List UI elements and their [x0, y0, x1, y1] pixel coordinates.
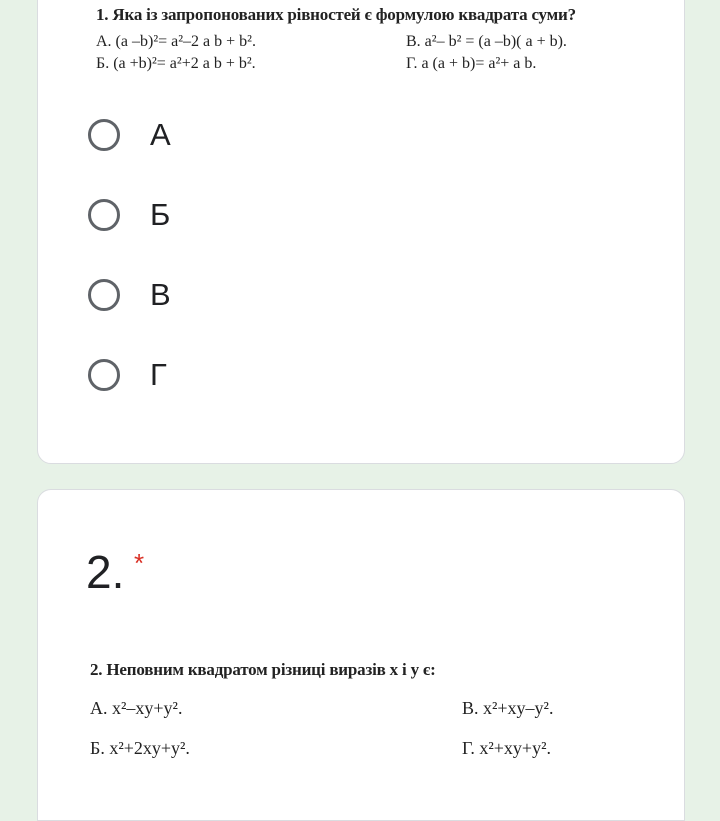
choice-b-label: Б	[150, 197, 171, 232]
radio-button-icon[interactable]	[88, 279, 120, 311]
radio-button-icon[interactable]	[88, 199, 120, 231]
question-2-image	[90, 660, 670, 770]
question-1-image	[90, 5, 670, 87]
choice-b[interactable]	[88, 197, 170, 233]
required-asterisk: *	[134, 548, 145, 578]
question-1-option-v: В. a²– b² = (a –b)( a + b).	[406, 33, 567, 50]
choice-a[interactable]	[88, 117, 171, 153]
question-card-2	[37, 489, 685, 821]
radio-button-icon[interactable]	[88, 119, 120, 151]
question-card-1	[37, 0, 685, 464]
choice-v-label: В	[150, 277, 171, 312]
question-2-option-b: Б. x²+2xy+y².	[90, 738, 190, 758]
question-2-option-v: В. x²+xy–y².	[462, 698, 554, 718]
choice-g[interactable]	[88, 357, 167, 393]
question-1-option-a: А. (a –b)²= a²–2 a b + b².	[96, 33, 256, 50]
choice-a-label: А	[150, 117, 171, 152]
question-2-option-g: Г. x²+xy+y².	[462, 738, 551, 758]
radio-button-icon[interactable]	[88, 359, 120, 391]
question-1-option-b: Б. (a +b)²= a²+2 a b + b².	[96, 55, 256, 72]
choice-v[interactable]	[88, 277, 171, 313]
question-1-text: 1. Яка із запропонованих рівностей є формулою квадрата суми?	[96, 5, 576, 24]
question-2-title: 2.	[86, 546, 125, 598]
question-1-option-g: Г. a (a + b)= a²+ a b.	[406, 55, 537, 72]
question-2-option-a: А. x²–xy+y².	[90, 698, 183, 718]
choice-g-label: Г	[150, 357, 167, 392]
question-2-text: 2. Неповним квадратом різниці виразів x і y є:	[90, 660, 436, 679]
